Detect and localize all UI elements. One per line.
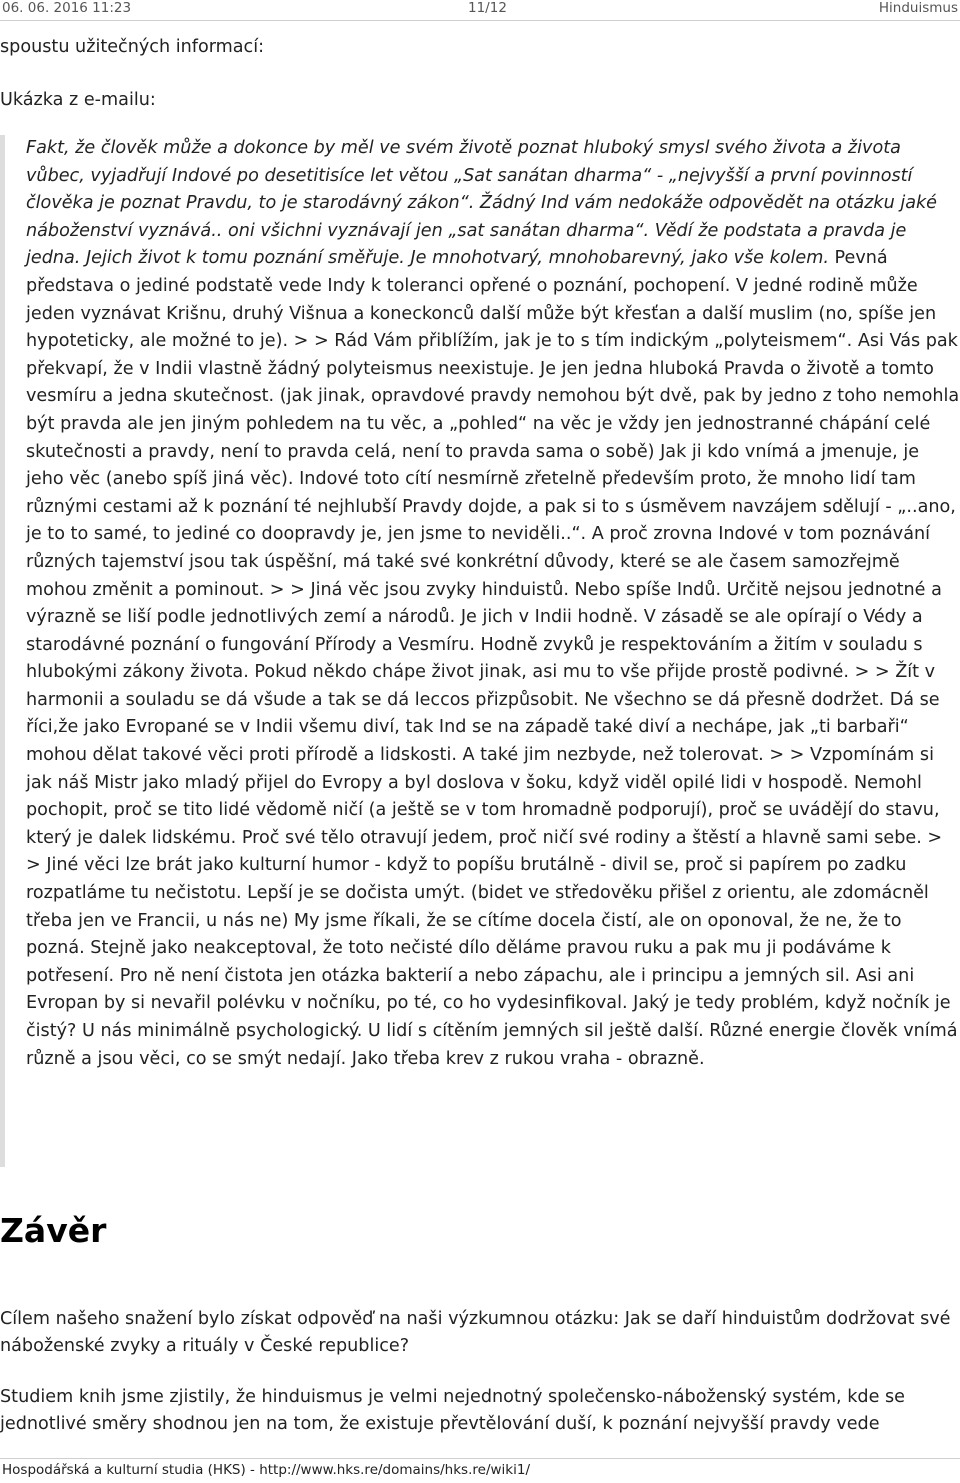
quote-normal-text: Pevná představa o jediné podstatě vede Indy k toleranci opřené o poznání, pochopení. V jedné rodině může jeden vyznávat Krišnu, druhý Višnua a koneckonců další může být křesťan a další muslim (no, spíše jen hypoteticky, ale možné to je). > > Rád Vám přiblížím, jak je to s tím indickým „polyteismem“. Asi Vás pak překvapí, že v Indii vlastně žádný polyteismus neexistuje. Je jen jedna hluboká Pravda o životě a tomto vesmíru a jedna skutečnost. (jak jinak, opravdové pravdy nemohou být dvě, pak by jedno z toho nemohla být pravda ale jen jiným pohledem na tu věc, a „pohled“ na věc je vždy jen jednostranné chápání celé skutečnosti a pravdy, není to pravda celá, není to pravda sama o sobě) Jak ji kdo vnímá a jmenuje, je jeho věc (anebo spíš jiná věc). Indové toto cítí nesmírně zřetelně především proto, že mnoho lidí tam různými cestami až k poznání té nejhlubší Pravdy dojde, a pak si to s úsměvem navzájem sdělují - „..ano, je to to samé, to jediné co doopravdy je, jen jsme to neviděli..“. A proč zrovna Indové v tom poznávání různých tajemství jsou tak úspěšní, má také své konkrétní důvody, které se ale časem samozřejmě mohou změnit a pominout. > > Jiná věc jsou zvyky hinduistů. Nebo spíše Indů. Určitě nejsou jednotné a výrazně se liší podle jednotlivých zemí a národů. Je jich v Indii hodně. V zásadě se ale opírají o Védy a starodávné poznání o fungování Přírody a Vesmíru. Hodně zvyků je respektováním a žitím v souladu s hlubokými zákony života. Pokud někdo chápe život jinak, asi mu to vše přijde prostě podivné. > > Žít v harmonii a souladu se dá všude a tak se dá leccos přizpůsobit. Ne všechno se dá přesně dodržet. Dá se říci,že jako Evropané se v Indii všemu diví, tak Ind se na západě také diví a nechápe, jak „ti barbaři“ mohou dělat takové věci proti přírodě a lidskosti. A také jim nezbyde, než tolerovat. > > Vzpomínám si jak náš Mistr jako mladý přijel do Evropy a byl doslova v šoku, když viděl opilé lidi v hospodě. Nemohl pochopit, proč se tito lidé vědomě ničí (a ještě se v tom hromadně podporují), proč se uvádějí do stavu, který je dalek lidskému. Proč své tělo otravují jedem, proč ničí své rodiny a štěstí a hlavně sami sebe. > > Jiné věci lze brát jako kulturní humor - když to popíšu brutálně - divil se, proč si papírem po zadku rozpatláme tu nečistotu. Lepší je se dočista umýt. (bidet ve středověku přišel z orientu, ale zdomácněl třeba jen ve Francii, u nás ne) My jsme říkali, že se cítíme docela čistí, ale on oponoval, že ne, že to pozná. Stejně jako neakceptoval, že toto nečisté dílo děláme pravou ruku a pak mu ji podáváme k potřesení. Pro ně není čistota jen otázka bakterií a nebo zápachu, ale i principu a jemných sil. Asi ani Evropan by si nevařil polévku v nočníku, po té, co ho vydesinfikoval. Jaký je tedy problém, když nočník je čistý? U nás minimálně psychologický. U lidí s cítěním jemných sil ještě další. Různé energie člověk vnímá různě a jsou věci, co se smýt nedají. Jako třeba krev z rukou vraha - obrazně. <box>26 248 960 1069</box>
quote-text <box>26 135 960 1073</box>
email-blockquote <box>0 135 960 1167</box>
section-title: Hinduismus <box>878 0 958 16</box>
intro-line: spoustu užitečných informací: <box>0 37 265 57</box>
page-number: 11/12 <box>468 0 507 16</box>
page-header <box>0 0 960 20</box>
footer-source: Hospodářská a kulturní studia (HKS) - http://www.hks.re/domains/hks.re/wiki1/ <box>2 1462 530 1478</box>
print-date: 06. 06. 2016 11:23 <box>2 0 132 16</box>
conclusion-heading: Závěr <box>0 1211 107 1250</box>
conclusion-paragraph-2: Studiem knih jsme zjistily, že hinduismus je velmi nejednotný společensko-náboženský systém, kde se jednotlivé směry shodnou jen na tom, že existuje převtělování duší, k poznání nejvyšší pravdy vede <box>0 1387 905 1434</box>
conclusion-paragraph-1: Cílem našeho snažení bylo získat odpověď na naši výzkumnou otázku: Jak se daří hinduistům dodržovat své náboženské zvyky a rituály v České republice? <box>0 1309 951 1356</box>
page-footer <box>0 1458 960 1478</box>
quote-italic-text: Fakt, že člověk může a dokonce by měl ve svém životě poznat hluboký smysl svého života a života vůbec, vyjadřují Indové po desetitisíce let větou „Sat sanátan dharma“ - „nejvyšší a první povinností člověka je poznat Pravdu, to je starodávný zákon“. Žádný Ind vám nedokáže odpovědět na otázku jaké náboženství vyznává.. oni všichni vyznávají jen „sat sanátan dharma“. Vědí že podstata a pravda je jedna. Jejich život k tomu poznání směřuje. Je mnohotvarý, mnohobarevný, jako vše kolem. <box>26 138 938 269</box>
footer-divider <box>0 1458 960 1459</box>
email-sample-label: Ukázka z e-mailu: <box>0 90 156 110</box>
header-divider <box>0 20 960 21</box>
